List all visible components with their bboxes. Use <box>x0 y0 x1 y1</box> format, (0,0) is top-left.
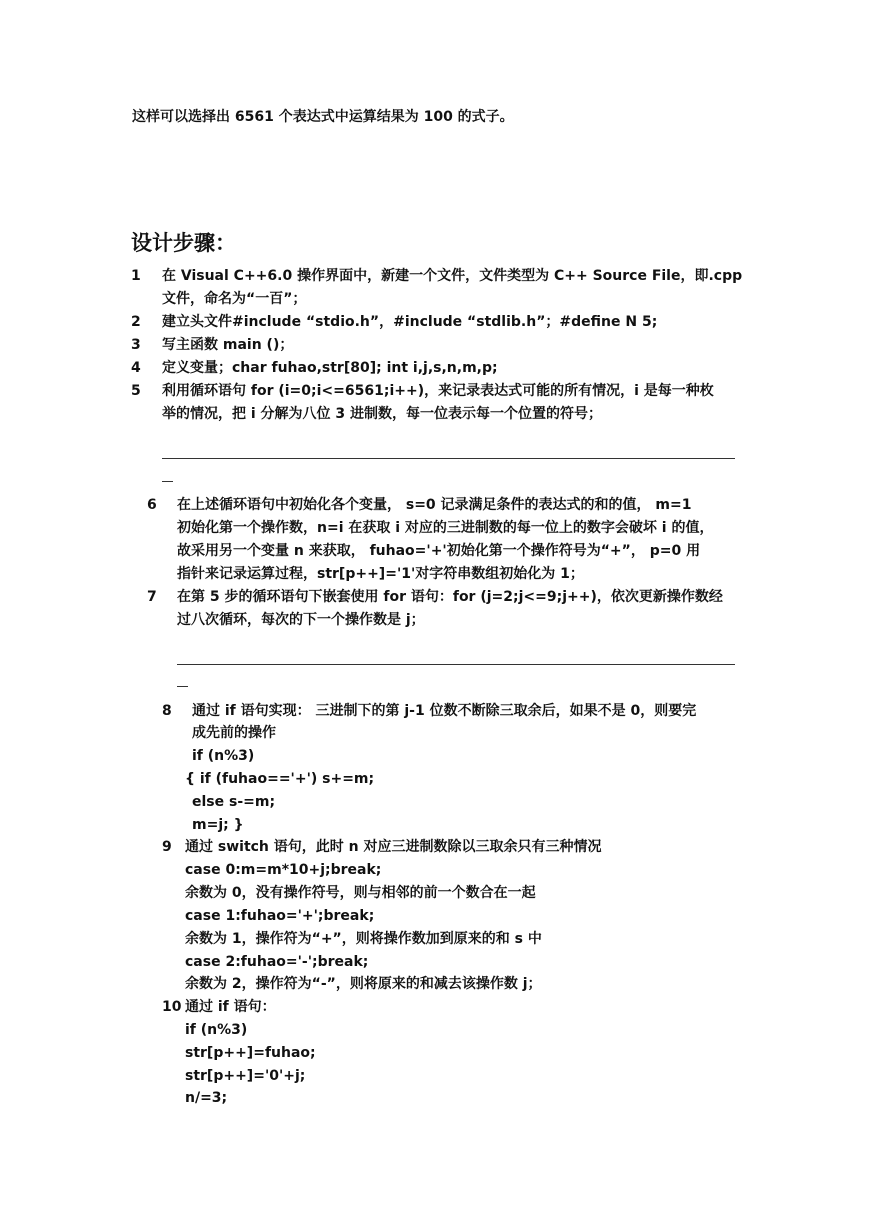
step-1-number: 1 <box>131 268 141 284</box>
step-10-code-1: if (n%3) <box>185 1022 248 1038</box>
step-8-number: 8 <box>162 703 172 719</box>
separator-line-1 <box>162 458 735 459</box>
section-heading: 设计步骤： <box>131 231 236 255</box>
step-3-line-1: 写主函数 main ()； <box>162 337 294 353</box>
step-4-line-1: 定义变量；char fuhao,str[80]; int i,j,s,n,m,p; <box>162 360 498 376</box>
step-7-line-2: 过八次循环，每次的下一个操作数是 j； <box>177 612 425 628</box>
step-10-code-4: n/=3; <box>185 1090 228 1106</box>
step-8-code-4: m=j; } <box>192 817 244 833</box>
separator-stub-2 <box>177 686 188 687</box>
step-9-code-3: case 1:fuhao='+';break; <box>185 908 375 924</box>
step-8-code-3: else s-=m; <box>192 794 276 810</box>
intro-text: 这样可以选择出 6561 个表达式中运算结果为 100 的式子。 <box>132 109 514 125</box>
step-10-code-2: str[p++]=fuhao; <box>185 1045 316 1061</box>
step-2-number: 2 <box>131 314 141 330</box>
step-8-line-2: 成先前的操作 <box>192 725 276 741</box>
separator-line-2 <box>177 664 735 665</box>
step-3-number: 3 <box>131 337 141 353</box>
step-8-code-1: if (n%3) <box>192 748 255 764</box>
step-8-line-1: 通过 if 语句实现： 三进制下的第 j-1 位数不断除三取余后，如果不是 0，则要完 <box>192 703 697 719</box>
step-7-number: 7 <box>147 589 157 605</box>
step-9-number: 9 <box>162 839 172 855</box>
step-5-line-2: 举的情况，把 i 分解为八位 3 进制数，每一位表示每一个位置的符号； <box>162 406 603 422</box>
separator-stub-1 <box>162 481 173 482</box>
step-10-code-3: str[p++]='0'+j; <box>185 1068 306 1084</box>
step-4-number: 4 <box>131 360 141 376</box>
step-9-code-6: 余数为 2，操作符为“-”，则将原来的和减去该操作数 j； <box>185 976 542 992</box>
step-6-line-1: 在上述循环语句中初始化各个变量， s=0 记录满足条件的表达式的和的值， m=1 <box>177 497 692 513</box>
step-10-number: 10 <box>162 999 182 1015</box>
step-6-number: 6 <box>147 497 157 513</box>
step-5-number: 5 <box>131 383 141 399</box>
step-8-code-2: { if (fuhao=='+') s+=m; <box>185 771 375 787</box>
step-10-line-1: 通过 if 语句： <box>185 999 276 1015</box>
step-9-line-1: 通过 switch 语句，此时 n 对应三进制数除以三取余只有三种情况 <box>185 839 602 855</box>
step-9-code-5: case 2:fuhao='-';break; <box>185 954 369 970</box>
step-9-code-4: 余数为 1，操作符为“+”，则将操作数加到原来的和 s 中 <box>185 931 542 947</box>
step-9-code-2: 余数为 0，没有操作符号，则与相邻的前一个数合在一起 <box>185 885 536 901</box>
step-6-line-2: 初始化第一个操作数，n=i 在获取 i 对应的三进制数的每一位上的数字会破坏 i 的值， <box>177 520 714 536</box>
step-6-line-4: 指针来记录运算过程，str[p++]='1'对字符串数组初始化为 1； <box>177 566 584 582</box>
step-6-line-3: 故采用另一个变量 n 来获取， fuhao='+'初始化第一个操作符号为“+”， p=0 用 <box>177 543 701 559</box>
step-2-line-1: 建立头文件#include “stdio.h”，#include “stdlib.h”；#define N 5; <box>162 314 658 330</box>
step-1-line-2: 文件，命名为“一百”； <box>162 291 307 307</box>
step-7-line-1: 在第 5 步的循环语句下嵌套使用 for 语句：for (j=2;j<=9;j++)，依次更新操作数经 <box>177 589 723 605</box>
step-9-code-1: case 0:m=m*10+j;break; <box>185 862 382 878</box>
step-1-line-1: 在 Visual C++6.0 操作界面中，新建一个文件，文件类型为 C++ Source File，即.cpp <box>162 268 743 284</box>
step-5-line-1: 利用循环语句 for (i=0;i<=6561;i++)，来记录表达式可能的所有情况，i 是每一种枚 <box>162 383 714 399</box>
